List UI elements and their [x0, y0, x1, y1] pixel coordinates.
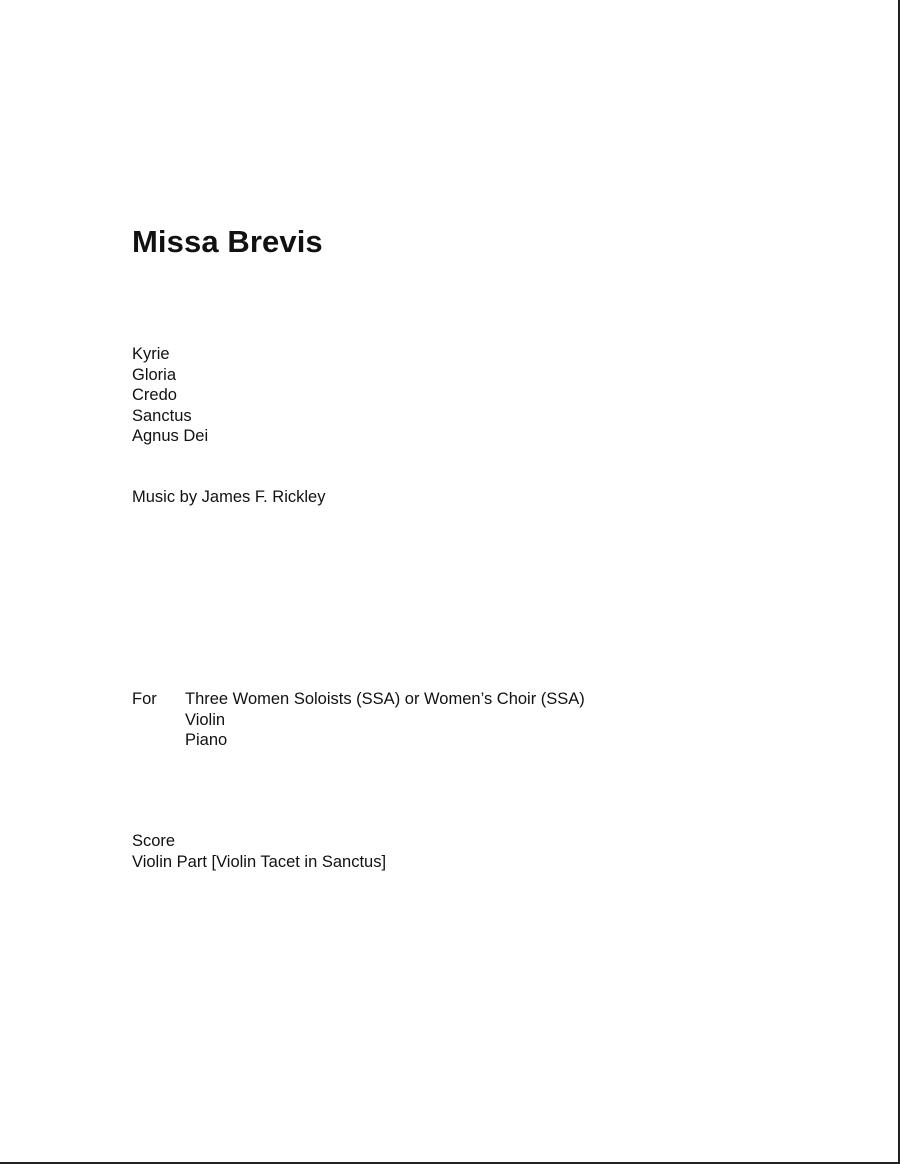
instrumentation-label: For — [132, 690, 157, 708]
page-title: Missa Brevis — [132, 224, 323, 259]
instrumentation-list — [185, 689, 585, 751]
contents-item: Violin Part [Violin Tacet in Sanctus] — [132, 852, 387, 871]
contents-item: Score — [132, 832, 176, 850]
instrumentation-item: Three Women Soloists (SSA) or Women’s Choir (SSA) — [185, 690, 585, 708]
movement-list — [132, 344, 208, 447]
movement-item: Gloria — [132, 365, 177, 384]
contents-list — [132, 831, 386, 872]
movement-item: Credo — [132, 386, 177, 404]
movement-item: Sanctus — [132, 406, 192, 425]
movement-item: Agnus Dei — [132, 427, 209, 445]
composer-credit: Music by James F. Rickley — [132, 488, 326, 506]
movement-item: Kyrie — [132, 345, 170, 363]
instrumentation-item: Violin — [185, 710, 226, 729]
instrumentation-item: Piano — [185, 731, 228, 749]
instrumentation-block — [132, 689, 585, 751]
